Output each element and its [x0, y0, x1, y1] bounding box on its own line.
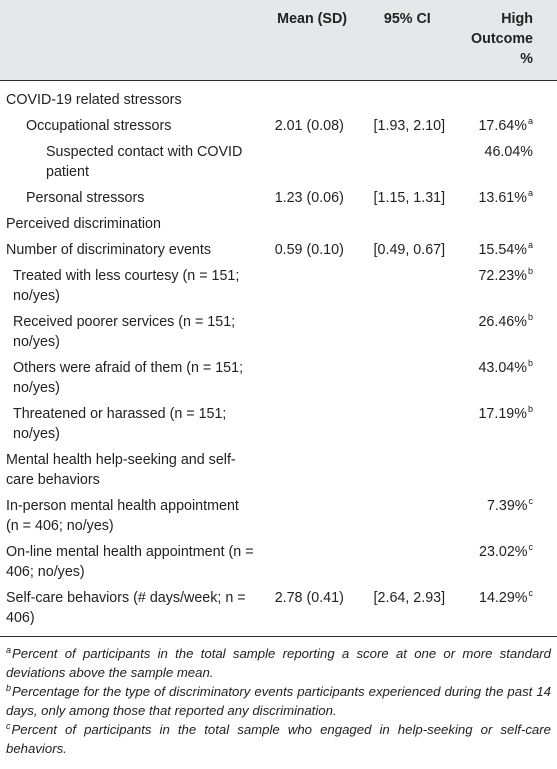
row-mean-sd — [261, 309, 364, 355]
table-row — [0, 81, 557, 114]
table-body — [0, 81, 557, 637]
row-high-outcome — [451, 211, 557, 237]
row-95-ci: [1.15, 1.31] — [373, 190, 446, 206]
row-high-outcome — [451, 401, 557, 447]
row-95-ci — [364, 211, 452, 237]
header-label — [0, 0, 261, 81]
high-outcome-value: 7.39% — [486, 498, 528, 514]
row-95-ci: [2.64, 2.93] — [364, 585, 452, 637]
row-mean-sd: 2.78 (0.41) — [261, 585, 364, 637]
footnote-marker: b — [527, 266, 533, 276]
footnote-marker: a — [527, 188, 533, 198]
row-mean-sd — [261, 263, 364, 309]
row-95-ci — [364, 401, 452, 447]
footnote-c — [6, 721, 551, 758]
row-95-ci: [1.93, 2.10] — [373, 118, 446, 134]
row-label: Perceived discrimination — [6, 216, 161, 232]
table-row — [0, 185, 557, 211]
row-mean-sd — [261, 139, 364, 185]
row-label: Treated with less courtesy (n = 151; no/yes) — [13, 268, 240, 304]
row-mean-sd — [261, 211, 364, 237]
row-mean-sd — [261, 401, 364, 447]
footnote-b — [6, 683, 551, 720]
high-outcome-value: 14.29% — [479, 590, 528, 606]
row-high-outcome — [451, 185, 557, 211]
row-high-outcome — [451, 447, 557, 493]
table-row — [0, 401, 557, 447]
table-row — [0, 447, 557, 493]
table-footnotes — [0, 637, 557, 758]
row-mean-sd: 0.59 (0.10) — [274, 242, 344, 258]
footnote-mark: c — [6, 721, 11, 731]
high-outcome-value: 43.04% — [478, 360, 527, 376]
footnote-marker: b — [527, 404, 533, 414]
high-outcome-value: 72.23% — [478, 268, 527, 284]
row-high-outcome — [451, 309, 557, 355]
row-high-outcome — [451, 139, 557, 185]
row-95-ci — [364, 539, 452, 585]
high-outcome-value: 46.04% — [484, 144, 533, 160]
row-label: Others were afraid of them (n = 151; no/yes) — [13, 360, 244, 396]
footnote-text: Percent of participants in the total sample reporting a score at one or more standard deviations above the sample mean. — [6, 646, 551, 680]
header-mean-sd: Mean (SD) — [261, 0, 364, 81]
table-row — [0, 263, 557, 309]
row-mean-sd — [261, 539, 364, 585]
row-label: Received poorer services (n = 151; no/yes) — [13, 314, 236, 350]
footnote-mark: a — [6, 645, 12, 655]
table-row — [0, 211, 557, 237]
table-header — [0, 0, 557, 81]
row-label: On-line mental health appointment (n = 406; no/yes) — [6, 544, 254, 580]
table-row — [0, 585, 557, 637]
high-outcome-value: 26.46% — [478, 314, 527, 330]
row-label: COVID-19 related stressors — [6, 92, 182, 108]
row-mean-sd: 2.01 (0.08) — [274, 118, 344, 134]
header-high-outcome: High Outcome % — [451, 0, 557, 81]
high-outcome-value: 23.02% — [479, 544, 528, 560]
table-row — [0, 539, 557, 585]
row-95-ci — [364, 355, 452, 401]
table-row — [0, 139, 557, 185]
high-outcome-value: 15.54% — [478, 242, 527, 258]
table-row — [0, 355, 557, 401]
footnote-marker: c — [528, 496, 533, 506]
row-mean-sd: 1.23 (0.06) — [274, 190, 344, 206]
row-mean-sd — [261, 447, 364, 493]
row-high-outcome — [451, 539, 557, 585]
row-label: Personal stressors — [26, 190, 145, 206]
footnote-mark: b — [6, 683, 12, 693]
row-mean-sd — [261, 355, 364, 401]
high-outcome-value: 13.61% — [478, 190, 527, 206]
table-row — [0, 113, 557, 139]
row-high-outcome — [451, 81, 557, 114]
footnote-marker: a — [527, 116, 533, 126]
footnote-marker: c — [528, 588, 533, 598]
row-high-outcome — [451, 493, 557, 539]
row-label: Threatened or harassed (n = 151; no/yes) — [13, 406, 227, 442]
row-high-outcome — [451, 113, 557, 139]
footnote-marker: b — [527, 358, 533, 368]
footnote-a — [6, 645, 551, 682]
row-high-outcome — [451, 237, 557, 263]
row-mean-sd — [261, 493, 364, 539]
table-row — [0, 309, 557, 355]
footnote-marker: b — [527, 312, 533, 322]
table-row — [0, 493, 557, 539]
header-row — [0, 0, 557, 81]
row-label: Mental health help-seeking and self-care behaviors — [6, 452, 236, 488]
row-95-ci — [364, 493, 452, 539]
row-95-ci — [364, 309, 452, 355]
footnote-marker: a — [527, 240, 533, 250]
row-high-outcome — [451, 585, 557, 637]
footnote-marker: c — [528, 542, 533, 552]
row-95-ci — [364, 263, 452, 309]
row-label: In-person mental health appointment (n = 406; no/yes) — [6, 498, 239, 534]
row-high-outcome — [451, 355, 557, 401]
row-mean-sd — [261, 81, 364, 114]
row-95-ci — [364, 139, 452, 185]
row-95-ci — [364, 447, 452, 493]
row-label: Suspected contact with COVID patient — [46, 144, 243, 180]
footnote-text: Percentage for the type of discriminatory events participants experienced during the past 14 days, only among those that reported any discrimination. — [6, 684, 551, 718]
high-outcome-value: 17.19% — [478, 406, 527, 422]
row-label: Number of discriminatory events — [6, 242, 211, 258]
row-label: Self-care behaviors (# days/week; n = 406) — [0, 585, 261, 637]
row-label: Occupational stressors — [26, 118, 172, 134]
high-outcome-value: 17.64% — [478, 118, 527, 134]
footnote-text: Percent of participants in the total sample who engaged in help-seeking or self-care behaviors. — [6, 722, 551, 756]
header-95-ci: 95% CI — [364, 0, 452, 81]
row-high-outcome — [451, 263, 557, 309]
table-row — [0, 237, 557, 263]
row-95-ci — [364, 81, 452, 114]
row-95-ci: [0.49, 0.67] — [373, 242, 446, 258]
